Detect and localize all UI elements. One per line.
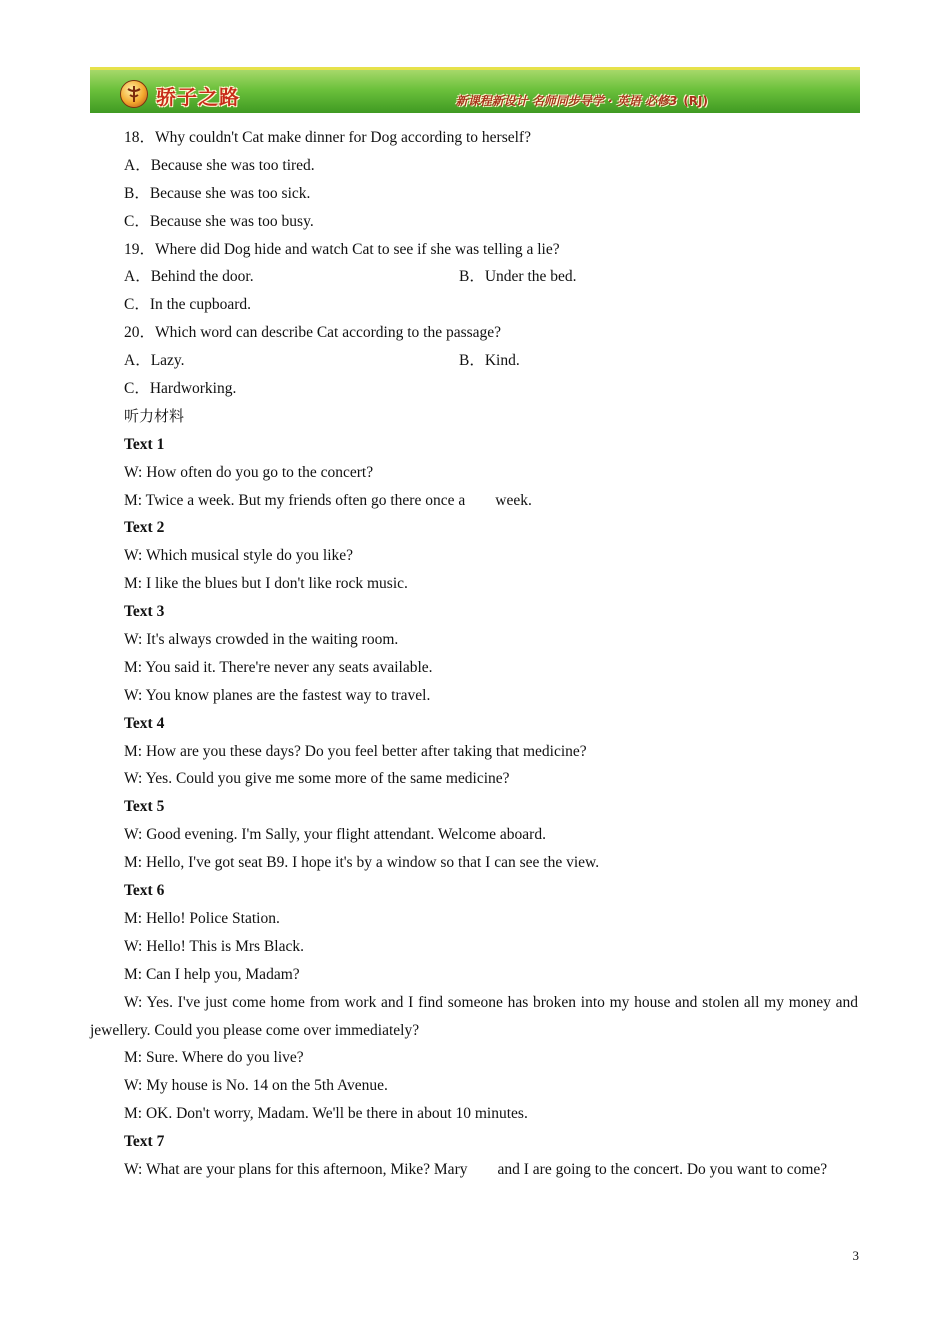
text5-line1: W: Good evening. I'm Sally, your flight attendant. Welcome aboard. [124,826,546,844]
page-number: 3 [852,1248,859,1263]
text6-line4: W: Yes. I've just come home from work and I find someone has broken into my house and stolen all my money and jewellery. Could you please come over immediately? [90,993,858,1039]
text1-title: Text 1 [124,435,165,453]
header-banner [90,67,860,113]
text1-line2-part1: M: Twice a week. But my friends often go there once a [124,491,466,509]
q18-option-b: B．Because she was too sick. [124,184,311,202]
text4-line1: M: How are you these days? Do you feel better after taking that medicine? [124,742,587,760]
q18-option-c: C．Because she was too busy. [124,212,314,230]
q19-option-a: A．Behind the door. [124,268,254,286]
logo-icon [120,80,148,108]
page-content [90,124,858,1184]
text1-line2-part2: week. [495,491,532,509]
text1-line1: W: How often do you go to the concert? [124,463,374,481]
text4-line2: W: Yes. Could you give me some more of the same medicine? [124,770,510,788]
text6-line5: M: Sure. Where do you live? [124,1049,304,1067]
text2-line2: M: I like the blues but I don't like rock music. [124,575,408,593]
text6-line7: M: OK. Don't worry, Madam. We'll be there in about 10 minutes. [124,1105,528,1123]
listening-heading: 听力材料 [124,406,185,425]
question-18: 18．Why couldn't Cat make dinner for Dog according to herself? [124,129,531,146]
text6-line6: W: My house is No. 14 on the 5th Avenue. [124,1077,388,1095]
text3-line1: W: It's always crowded in the waiting room. [124,631,399,649]
text6-line3: M: Can I help you, Madam? [124,965,300,983]
question-19: 19．Where did Dog hide and watch Cat to see if she was telling a lie? [124,240,560,258]
text7-title: Text 7 [124,1133,165,1151]
text7-line1-part1: W: What are your plans for this afternoon, Mike? Mary [124,1160,468,1178]
text7-line1 [90,1156,858,1184]
text2-title: Text 2 [124,519,165,537]
q20-option-c: C．Hardworking. [124,380,237,398]
edition-tag: (RJ) [683,94,708,108]
subtitle-text: 新课程新设计 名师同步导学 · 英语 必修3 [455,94,678,108]
brand-title: 骄子之路 [156,85,240,109]
q18-option-a: A．Because she was too tired. [124,156,315,174]
q20-option-b: B．Kind. [459,352,520,370]
text5-title: Text 5 [124,798,165,816]
q19-option-c: C．In the cupboard. [124,296,251,314]
text3-line2: M: You said it. There're never any seats available. [124,658,433,676]
text3-title: Text 3 [124,603,165,621]
text6-line1: M: Hello! Police Station. [124,909,280,927]
q19-option-b: B．Under the bed. [459,268,577,286]
q19-options-row [90,263,858,291]
question-20: 20．Which word can describe Cat according to the passage? [124,324,502,342]
text2-line1: W: Which musical style do you like? [124,547,354,565]
text6-title: Text 6 [124,882,165,900]
text3-line3: W: You know planes are the fastest way to travel. [124,686,431,704]
text4-title: Text 4 [124,714,165,732]
text1-line2 [90,487,858,515]
text6-line2: W: Hello! This is Mrs Black. [124,937,304,955]
text5-line2: M: Hello, I've got seat B9. I hope it's by a window so that I can see the view. [124,854,600,872]
q20-option-a: A．Lazy. [124,352,185,370]
q20-options-row [90,347,858,375]
text7-line1-part2: and I are going to the concert. Do you want to come? [497,1160,828,1178]
header-subtitle [456,92,708,109]
